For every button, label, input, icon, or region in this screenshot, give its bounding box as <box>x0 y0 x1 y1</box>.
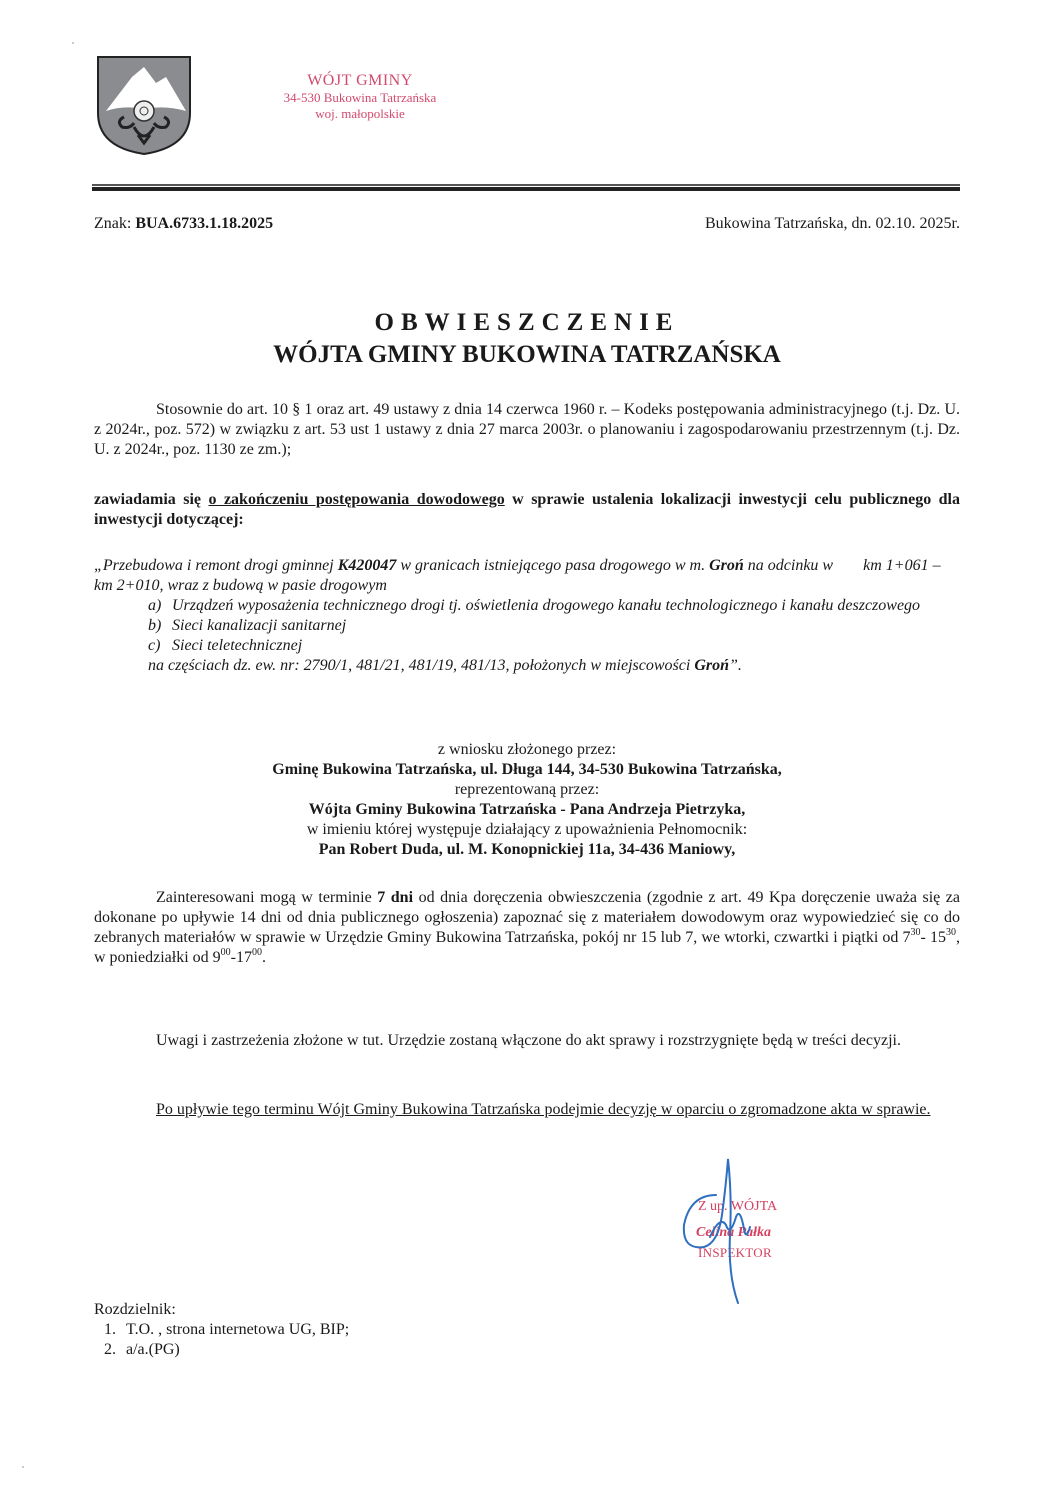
list-item <box>148 636 960 656</box>
item-text: a/a.(PG) <box>126 1341 180 1358</box>
notice-underlined: o zakończeniu postępowania dowodowego <box>208 491 505 508</box>
notice-prefix: zawiadamia się <box>94 491 209 508</box>
reference-line <box>94 214 960 234</box>
notice-paragraph <box>94 490 960 530</box>
reference-number <box>94 214 273 234</box>
info-text: , w poniedziałki od 9 <box>94 929 961 966</box>
list-item <box>148 616 960 636</box>
investment-items <box>94 596 960 656</box>
info-text: -17 <box>230 949 252 966</box>
proxy-label: w imieniu której występuje działający z upoważnienia Pełnomocnik: <box>306 821 748 838</box>
distribution-list <box>94 1300 349 1360</box>
letterhead <box>230 72 490 122</box>
info-text: od dnia doręczenia obwieszczenia (zgodnie z art. 49 Kpa doręczenie uważa się za dokonane po upływie 14 dni od dnia publicznego ogłoszenia) zapoznać się z materiałem dowodowym oraz wypowiedzieć się co do zebranych materiałów w sprawie w Urzędzie Gminy Bukowina Tatrzańska, pokój nr 15 lub 7, we wtorki, czwartki i piątki od 7 <box>94 889 960 946</box>
signature-stamp <box>660 1155 830 1305</box>
stamp-line-1: Z up. WÓJTA <box>698 1199 778 1214</box>
scan-speck <box>72 42 74 44</box>
notice-suffix: w sprawie ustalenia lokalizacji inwestycji celu publicznego dla inwestycji dotyczącej: <box>94 491 960 528</box>
investment-title <box>94 556 960 596</box>
stamp-position: INSPEKTOR <box>698 1245 772 1260</box>
represented-by-label: reprezentowaną przez: <box>454 781 600 798</box>
remarks-paragraph: Uwagi i zastrzeżenia złożone w tut. Urzędzie zostaną włączone do akt sprawy i rozstrzygnięte będą w treści decyzji. <box>156 1032 901 1049</box>
parcels-place: Groń <box>694 657 730 674</box>
parcels-text: na częściach dz. ew. nr: 2790/1, 481/21, 481/19, 481/13, położonych w miejscowości <box>148 657 695 674</box>
distribution-label: Rozdzielnik: <box>94 1301 176 1318</box>
list-item <box>148 596 960 616</box>
proxy-name: Pan Robert Duda, ul. M. Konopnickiej 11a, 34-436 Maniowy, <box>318 841 736 858</box>
investment-text: „Przebudowa i remont drogi gminnej <box>94 557 338 574</box>
item-text: T.O. , strona internetowa UG, BIP; <box>126 1321 350 1338</box>
time-sup: 30 <box>910 926 921 938</box>
info-text: Zainteresowani mogą w terminie <box>156 889 378 906</box>
title-line-1: OBWIESZCZENIE <box>374 309 680 336</box>
reference-value: BUA.6733.1.18.2025 <box>135 215 274 232</box>
parcels-line <box>94 656 960 676</box>
parcels-suffix: ”. <box>729 657 742 674</box>
investment-text: na odcinku w <box>743 557 834 574</box>
item-text: Sieci teletechnicznej <box>172 637 303 654</box>
item-marker: b) <box>148 617 162 634</box>
stamp-signatory: Celina Pałka <box>696 1225 772 1240</box>
list-item <box>94 1340 349 1360</box>
item-marker: c) <box>148 637 161 654</box>
scan-speck <box>22 1466 24 1468</box>
investment-description <box>94 556 960 676</box>
investment-km: km 1+061 – km 2+010, wraz z budową w pasie drogowym <box>94 557 941 594</box>
place-date: Bukowina Tatrzańska, dn. 02.10. 2025r. <box>705 215 960 232</box>
item-number: 1. <box>104 1321 116 1338</box>
time-sup: 00 <box>220 946 231 958</box>
item-number: 2. <box>104 1341 116 1358</box>
letterhead-voivodeship: woj. małopolskie <box>315 106 405 121</box>
place-name: Groń <box>709 557 744 574</box>
item-marker: a) <box>148 597 162 614</box>
applicant-name: Gminę Bukowina Tatrzańska, ul. Długa 144, 34-530 Bukowina Tatrzańska, <box>272 761 782 778</box>
handwritten-signature-icon <box>660 1155 830 1305</box>
applicant-intro: z wniosku złożonego przez: <box>437 741 617 758</box>
final-paragraph: Po upływie tego terminu Wójt Gminy Bukowina Tatrzańska podejmie decyzję w oparciu o zgromadzone akta w sprawie. <box>156 1101 931 1118</box>
item-text: Sieci kanalizacji sanitarnej <box>172 617 347 634</box>
letterhead-address: 34-530 Bukowina Tatrzańska <box>283 90 437 105</box>
time-sup: 00 <box>251 946 262 958</box>
list-item <box>94 1320 349 1340</box>
header-divider-thick <box>92 187 960 191</box>
representative-name: Wójta Gminy Bukowina Tatrzańska - Pana Andrzeja Pietrzyka, <box>308 801 746 818</box>
time-sup: 30 <box>946 926 957 938</box>
document-title <box>94 307 960 371</box>
reference-label: Znak: <box>94 215 132 232</box>
item-text: Urządzeń wyposażenia technicznego drogi tj. oświetlenia drogowego kanału technologicznego i kanału deszczowego <box>172 597 921 614</box>
deadline-days: 7 dni <box>377 889 414 906</box>
information-paragraph <box>94 888 960 968</box>
road-number: K420047 <box>337 557 397 574</box>
info-text: . <box>261 949 266 966</box>
applicant-block <box>94 740 960 860</box>
letterhead-title: WÓJT GMINY <box>307 72 413 89</box>
coat-of-arms-icon <box>94 55 194 155</box>
header-divider-thin <box>92 184 960 186</box>
legal-basis-paragraph: Stosownie do art. 10 § 1 oraz art. 49 ustawy z dnia 14 czerwca 1960 r. – Kodeks postępowania administracyjnego (t.j. Dz. U. z 2024r., poz. 572) w związku z art. 53 ust 1 ustawy z dnia 27 marca 2003r. o planowaniu i zagospodarowaniu przestrzennym (t.j. Dz. U. z 2024r., poz. 1130 ze zm.); <box>94 401 960 458</box>
info-text: - 15 <box>920 929 947 946</box>
title-line-2: WÓJTA GMINY BUKOWINA TATRZAŃSKA <box>273 341 781 368</box>
distribution-items <box>94 1320 349 1360</box>
investment-text: w granicach istniejącego pasa drogowego w m. <box>396 557 710 574</box>
